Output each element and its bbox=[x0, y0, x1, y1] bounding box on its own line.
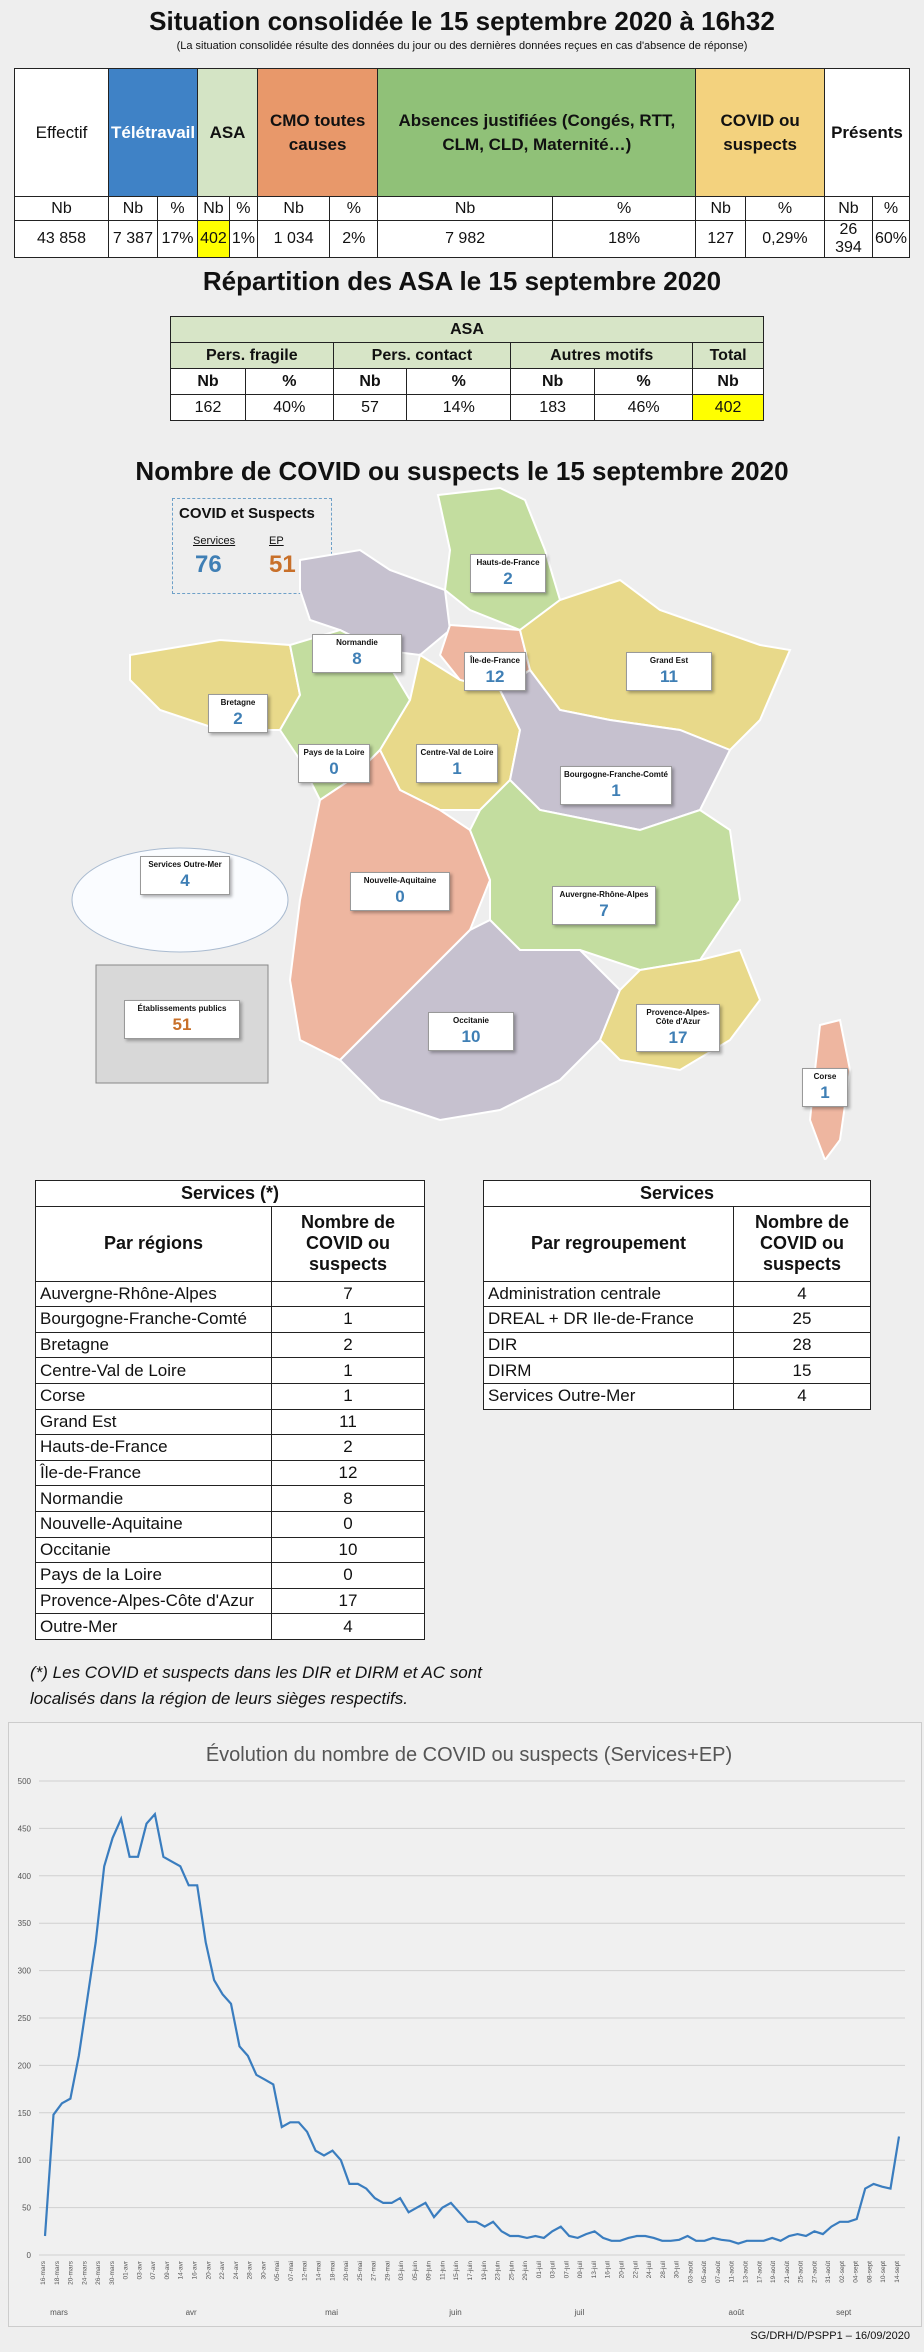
cell: 40% bbox=[245, 395, 333, 421]
row-label: Grand Est bbox=[36, 1409, 272, 1435]
row-label: Pays de la Loire bbox=[36, 1563, 272, 1589]
label-paca: Provence-Alpes-Côte d'Azur 17 bbox=[636, 1004, 720, 1052]
services-groups-table bbox=[483, 1180, 871, 1410]
y-tick-label: 200 bbox=[17, 2061, 31, 2071]
x-tick-label: 22-juil bbox=[632, 2261, 640, 2279]
row-value: 2 bbox=[272, 1435, 425, 1461]
page-subtitle: (La situation consolidée résulte des données du jour ou des dernières données reçues en cas d'absence de réponse) bbox=[176, 40, 748, 52]
legend-services-value: 76 bbox=[195, 551, 222, 578]
row-label: Île-de-France bbox=[36, 1460, 272, 1486]
x-tick-label: 28-juil bbox=[659, 2261, 667, 2279]
cell: % bbox=[245, 369, 333, 395]
x-tick-label: 03-août bbox=[687, 2261, 695, 2284]
row-label: Bretagne bbox=[36, 1332, 272, 1358]
cell: % bbox=[330, 197, 378, 221]
y-tick-label: 250 bbox=[17, 2014, 31, 2023]
x-tick-label: 29-mai bbox=[384, 2261, 392, 2281]
table-row bbox=[36, 1409, 425, 1435]
x-tick-label: 01-avr bbox=[122, 2261, 130, 2280]
row-label: Bourgogne-Franche-Comté bbox=[36, 1307, 272, 1333]
row-value: 1 bbox=[272, 1383, 425, 1409]
cell: % bbox=[552, 197, 695, 221]
x-tick-label: 20-mai bbox=[343, 2261, 351, 2281]
table-row bbox=[36, 1358, 425, 1384]
x-tick-label: 15-juin bbox=[453, 2261, 461, 2281]
x-tick-label: 20-avr bbox=[205, 2261, 213, 2280]
cell: 60% bbox=[872, 221, 909, 258]
row-value: 25 bbox=[734, 1307, 871, 1333]
label-pdl: Pays de la Loire 0 bbox=[298, 744, 370, 783]
cell: 1% bbox=[229, 221, 257, 258]
col-teletravail: Télétravail bbox=[109, 69, 198, 197]
x-tick-label: 07-avr bbox=[150, 2261, 158, 2280]
x-tick-label: 23-juin bbox=[494, 2261, 502, 2281]
asa-table bbox=[170, 316, 764, 421]
row-label: Occitanie bbox=[36, 1537, 272, 1563]
row-label: Provence-Alpes-Côte d'Azur bbox=[36, 1588, 272, 1614]
row-label: DIR bbox=[484, 1332, 734, 1358]
table-row bbox=[484, 1383, 871, 1409]
y-tick-label: 50 bbox=[22, 2203, 31, 2213]
x-tick-label: 05-mai bbox=[274, 2261, 282, 2281]
row-label: Auvergne-Rhône-Alpes bbox=[36, 1281, 272, 1307]
label-ep: Établissements publics 51 bbox=[124, 1000, 240, 1039]
x-tick-label: 24-mars bbox=[81, 2261, 89, 2285]
cell: Nb bbox=[696, 197, 746, 221]
services-regions-table bbox=[35, 1180, 425, 1640]
x-tick-label: 24-juil bbox=[646, 2261, 654, 2279]
label-corse: Corse 1 bbox=[802, 1068, 848, 1107]
row-label: Centre-Val de Loire bbox=[36, 1358, 272, 1384]
table-row bbox=[484, 1358, 871, 1384]
row-value: 4 bbox=[734, 1281, 871, 1307]
table-row bbox=[36, 1614, 425, 1640]
label-hdf: Hauts-de-France 2 bbox=[470, 554, 546, 593]
cell: Nb bbox=[693, 369, 764, 395]
cell: 1 034 bbox=[257, 221, 329, 258]
row-value: 7 bbox=[272, 1281, 425, 1307]
label-bfc: Bourgogne-Franche-Comté 1 bbox=[560, 766, 672, 805]
x-tick-label: 16-mars bbox=[40, 2261, 47, 2285]
x-tick-label: 27-mai bbox=[370, 2261, 378, 2281]
cell: Nb bbox=[378, 197, 553, 221]
x-tick-label: 02-sept bbox=[838, 2261, 846, 2283]
table-row bbox=[484, 1281, 871, 1307]
row-value: 0 bbox=[272, 1563, 425, 1589]
x-tick-label: 07-mai bbox=[287, 2261, 295, 2281]
x-tick-label: 30-juil bbox=[673, 2261, 681, 2279]
row-value: 12 bbox=[272, 1460, 425, 1486]
table-row bbox=[484, 1332, 871, 1358]
table-row bbox=[36, 1511, 425, 1537]
y-tick-label: 450 bbox=[17, 1824, 31, 1834]
col-effectif: Effectif bbox=[15, 69, 109, 197]
x-tick-label: 01-juil bbox=[535, 2261, 543, 2279]
cell: 26 394 bbox=[824, 221, 872, 258]
y-tick-label: 0 bbox=[26, 2251, 31, 2260]
cell: Nb bbox=[333, 369, 407, 395]
row-value: 0 bbox=[272, 1511, 425, 1537]
cell: 7 387 bbox=[109, 221, 158, 258]
label-idf: Île-de-France 12 bbox=[464, 652, 526, 691]
month-label: août bbox=[728, 2308, 745, 2317]
x-tick-label: 11-août bbox=[728, 2261, 736, 2283]
cell: Nb bbox=[257, 197, 329, 221]
x-tick-label: 20-juil bbox=[618, 2261, 626, 2279]
y-tick-label: 150 bbox=[17, 2108, 31, 2118]
x-tick-label: 28-avr bbox=[246, 2261, 254, 2280]
x-tick-label: 29-juin bbox=[522, 2261, 530, 2281]
services-groups-col2: Nombre de COVID ou suspects bbox=[734, 1206, 871, 1281]
table-row bbox=[36, 1435, 425, 1461]
row-value: 11 bbox=[272, 1409, 425, 1435]
row-value: 1 bbox=[272, 1307, 425, 1333]
x-tick-label: 13-juil bbox=[590, 2261, 598, 2279]
label-cvl: Centre-Val de Loire 1 bbox=[416, 744, 498, 783]
cell: 2% bbox=[330, 221, 378, 258]
table-row bbox=[36, 1588, 425, 1614]
cell: 183 bbox=[511, 395, 595, 421]
row-label: Services Outre-Mer bbox=[484, 1383, 734, 1409]
label-normandie: Normandie 8 bbox=[312, 634, 402, 673]
x-tick-label: 19-juin bbox=[480, 2261, 488, 2281]
legend-title: COVID et Suspects bbox=[179, 505, 315, 522]
cell: 14% bbox=[407, 395, 511, 421]
cell: 402 bbox=[693, 395, 764, 421]
footnote: (*) Les COVID et suspects dans les DIR et DIRM et AC sont localisés dans la région de leurs sièges respectifs. bbox=[30, 1663, 482, 1708]
x-tick-label: 25-juin bbox=[508, 2261, 516, 2281]
situation-table bbox=[14, 68, 910, 258]
services-regions-title: Services (*) bbox=[36, 1181, 425, 1207]
table-row bbox=[36, 1460, 425, 1486]
cell: 57 bbox=[333, 395, 407, 421]
row-label: Hauts-de-France bbox=[36, 1435, 272, 1461]
cell: Nb bbox=[511, 369, 595, 395]
asa-header: ASA bbox=[171, 317, 764, 343]
x-tick-label: 17-juin bbox=[467, 2261, 474, 2281]
x-tick-label: 14-mai bbox=[315, 2261, 323, 2281]
x-tick-label: 05-juin bbox=[411, 2261, 419, 2281]
row-label: Nouvelle-Aquitaine bbox=[36, 1511, 272, 1537]
cell: 7 982 bbox=[378, 221, 553, 258]
x-tick-label: 03-juil bbox=[549, 2261, 557, 2279]
label-ara: Auvergne-Rhône-Alpes 7 bbox=[552, 886, 656, 925]
x-tick-label: 24-avr bbox=[232, 2261, 240, 2280]
cell: 162 bbox=[171, 395, 246, 421]
x-tick-label: 20-mars bbox=[67, 2261, 75, 2285]
x-tick-label: 13-août bbox=[742, 2261, 750, 2284]
row-label: DIRM bbox=[484, 1358, 734, 1384]
cell: % bbox=[746, 197, 825, 221]
x-tick-label: 09-avr bbox=[163, 2261, 171, 2280]
map-title: Nombre de COVID ou suspects le 15 septembre 2020 bbox=[135, 456, 789, 486]
y-tick-label: 400 bbox=[17, 1871, 31, 1881]
x-tick-label: 21-août bbox=[783, 2261, 791, 2284]
x-tick-label: 14-avr bbox=[177, 2261, 185, 2280]
cell: Nb bbox=[171, 369, 246, 395]
label-na: Nouvelle-Aquitaine 0 bbox=[350, 872, 450, 911]
x-tick-label: 25-août bbox=[797, 2261, 805, 2284]
cell: % bbox=[229, 197, 257, 221]
cell: 0,29% bbox=[746, 221, 825, 258]
series-line bbox=[45, 1814, 899, 2243]
cell: Nb bbox=[824, 197, 872, 221]
row-label: Administration centrale bbox=[484, 1281, 734, 1307]
chart-container bbox=[8, 1722, 922, 2327]
cell: Nb bbox=[198, 197, 230, 221]
line-chart bbox=[9, 1723, 923, 2328]
x-tick-label: 30-avr bbox=[260, 2261, 268, 2280]
table-row bbox=[36, 1307, 425, 1333]
x-tick-label: 19-août bbox=[770, 2261, 778, 2284]
cell: 46% bbox=[595, 395, 693, 421]
row-value: 10 bbox=[272, 1537, 425, 1563]
row-label: Corse bbox=[36, 1383, 272, 1409]
cell: 402 bbox=[198, 221, 230, 258]
cell: % bbox=[407, 369, 511, 395]
month-label: mars bbox=[50, 2308, 68, 2317]
cell: 127 bbox=[696, 221, 746, 258]
x-tick-label: 03-avr bbox=[136, 2261, 144, 2280]
cell: % bbox=[595, 369, 693, 395]
cell: 17% bbox=[157, 221, 197, 258]
x-tick-label: 17-août bbox=[756, 2261, 764, 2284]
x-tick-label: 26-mars bbox=[95, 2261, 103, 2285]
france-map bbox=[0, 480, 924, 1160]
x-tick-label: 31-août bbox=[825, 2261, 833, 2284]
x-tick-label: 07-août bbox=[714, 2261, 722, 2284]
col-cmo: CMO toutes causes bbox=[257, 69, 377, 197]
page-title: Situation consolidée le 15 septembre 2020 à 16h32 bbox=[149, 6, 775, 36]
cell: % bbox=[157, 197, 197, 221]
asa-group: Total bbox=[693, 343, 764, 369]
row-label: Normandie bbox=[36, 1486, 272, 1512]
legend-services-label: Services bbox=[193, 535, 236, 547]
row-value: 8 bbox=[272, 1486, 425, 1512]
chart-title: Évolution du nombre de COVID ou suspects (Services+EP) bbox=[205, 1744, 733, 1766]
month-label: juin bbox=[449, 2308, 462, 2317]
table-row bbox=[36, 1563, 425, 1589]
x-tick-label: 10-sept bbox=[880, 2261, 888, 2283]
table-row bbox=[36, 1332, 425, 1358]
x-tick-label: 22-avr bbox=[219, 2261, 227, 2280]
services-regions-col2: Nombre de COVID ou suspects bbox=[272, 1206, 425, 1281]
table-row bbox=[36, 1486, 425, 1512]
x-tick-label: 16-avr bbox=[191, 2261, 199, 2280]
month-label: sept bbox=[836, 2308, 852, 2317]
x-tick-label: 04-sept bbox=[852, 2261, 860, 2283]
table-row bbox=[36, 1537, 425, 1563]
x-tick-label: 08-sept bbox=[866, 2261, 874, 2283]
table-row bbox=[36, 1383, 425, 1409]
cell: 43 858 bbox=[15, 221, 109, 258]
col-presents: Présents bbox=[824, 69, 909, 197]
x-tick-label: 18-mars bbox=[53, 2261, 61, 2285]
label-grand-est: Grand Est 11 bbox=[626, 652, 712, 691]
y-tick-label: 350 bbox=[17, 1919, 31, 1929]
y-tick-label: 500 bbox=[17, 1777, 31, 1786]
x-tick-label: 25-mai bbox=[356, 2261, 364, 2281]
row-value: 15 bbox=[734, 1358, 871, 1384]
col-asa: ASA bbox=[198, 69, 258, 197]
x-tick-label: 05-août bbox=[701, 2261, 709, 2284]
legend-ep-label: EP bbox=[269, 535, 284, 547]
asa-group: Pers. fragile bbox=[171, 343, 334, 369]
asa-group: Autres motifs bbox=[511, 343, 693, 369]
legend-ep-value: 51 bbox=[269, 551, 296, 578]
cell: % bbox=[872, 197, 909, 221]
row-label: DREAL + DR Ile-de-France bbox=[484, 1307, 734, 1333]
month-label: mai bbox=[325, 2308, 339, 2317]
x-tick-label: 14-sept bbox=[894, 2261, 901, 2283]
label-outremer: Services Outre-Mer 4 bbox=[140, 856, 230, 895]
y-tick-label: 300 bbox=[17, 1966, 31, 1976]
x-tick-label: 30-mars bbox=[108, 2261, 116, 2285]
x-tick-label: 07-juil bbox=[563, 2261, 571, 2279]
y-tick-label: 100 bbox=[17, 2156, 31, 2166]
cell: Nb bbox=[109, 197, 158, 221]
row-value: 1 bbox=[272, 1358, 425, 1384]
services-regions-col1: Par régions bbox=[36, 1206, 272, 1281]
month-label: avr bbox=[185, 2308, 197, 2317]
label-bretagne: Bretagne 2 bbox=[208, 694, 268, 733]
table-row bbox=[484, 1307, 871, 1333]
x-tick-label: 09-juin bbox=[425, 2261, 433, 2281]
asa-group: Pers. contact bbox=[333, 343, 511, 369]
x-tick-label: 03-juin bbox=[398, 2261, 406, 2281]
row-value: 28 bbox=[734, 1332, 871, 1358]
asa-title: Répartition des ASA le 15 septembre 2020 bbox=[202, 266, 722, 296]
label-occitanie: Occitanie 10 bbox=[428, 1012, 514, 1051]
row-value: 4 bbox=[272, 1614, 425, 1640]
services-groups-col1: Par regroupement bbox=[484, 1206, 734, 1281]
cell: Nb bbox=[15, 197, 109, 221]
footer: SG/DRH/D/PSPP1 – 16/09/2020 bbox=[750, 2330, 910, 2342]
services-groups-title: Services bbox=[484, 1181, 871, 1207]
row-label: Outre-Mer bbox=[36, 1614, 272, 1640]
cell: 18% bbox=[552, 221, 695, 258]
table-row bbox=[36, 1281, 425, 1307]
x-tick-label: 16-juil bbox=[604, 2261, 612, 2279]
month-label: juil bbox=[574, 2308, 585, 2317]
row-value: 2 bbox=[272, 1332, 425, 1358]
x-tick-label: 12-mai bbox=[301, 2261, 309, 2281]
col-covid: COVID ou suspects bbox=[696, 69, 825, 197]
x-tick-label: 18-mai bbox=[329, 2261, 337, 2281]
x-tick-label: 27-août bbox=[811, 2261, 819, 2284]
x-tick-label: 09-juil bbox=[577, 2261, 585, 2279]
x-tick-label: 11-juin bbox=[439, 2261, 447, 2281]
row-value: 4 bbox=[734, 1383, 871, 1409]
row-value: 17 bbox=[272, 1588, 425, 1614]
col-absences: Absences justifiées (Congés, RTT, CLM, CLD, Maternité…) bbox=[378, 69, 696, 197]
